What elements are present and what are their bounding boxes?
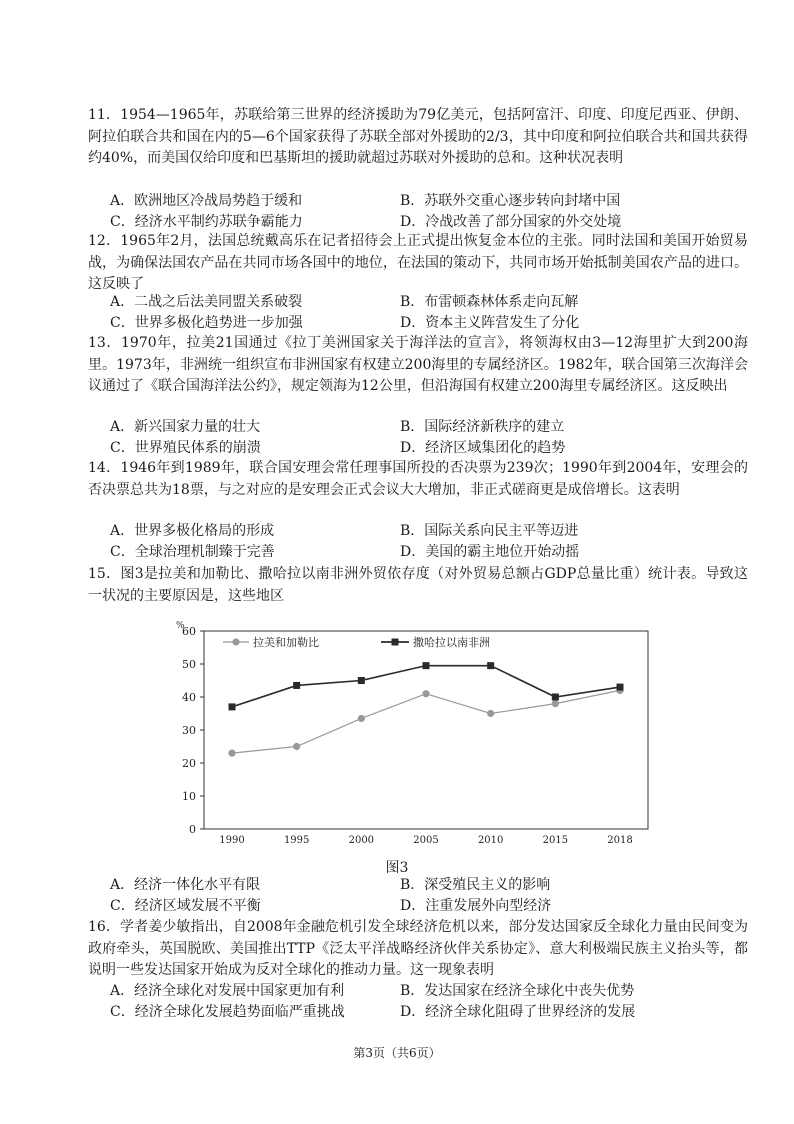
option-a: A．经济一体化水平有限 bbox=[110, 877, 261, 893]
option-d: D．美国的霸主地位开始动摇 bbox=[400, 544, 580, 560]
x-tick-label: 2015 bbox=[542, 835, 569, 846]
option-d: D．经济全球化阻碍了世界经济的发展 bbox=[400, 1004, 636, 1020]
option-d: D．注重发展外向型经济 bbox=[400, 898, 552, 914]
y-tick-label: 20 bbox=[182, 757, 196, 770]
series-1-point bbox=[228, 750, 235, 757]
series-1-point bbox=[358, 715, 365, 722]
series-2-point bbox=[487, 662, 494, 669]
question-14-options bbox=[110, 521, 750, 563]
series-2-point bbox=[358, 677, 365, 684]
question-11-stem: 11．1954—1965年，苏联给第三世界的经济援助为79亿美元，包括阿富汗、印度、印度尼西亚、伊朗、阿拉伯联合共和国在内的5—6个国家获得了苏联全部对外援助的2/3，其中印度和阿拉伯联合共和国共获得约40%，而美国仅给印度和巴基斯坦的援助就超过苏联对外援助的总和。这种状况表明 bbox=[88, 107, 748, 166]
option-b: B．发达国家在经济全球化中丧失优势 bbox=[400, 983, 635, 999]
figure-caption: 图3 bbox=[385, 860, 409, 876]
series-2-point bbox=[229, 703, 236, 710]
x-tick-label: 2018 bbox=[607, 835, 633, 846]
option-c: C．经济区域发展不平衡 bbox=[110, 898, 261, 914]
y-tick-label: 10 bbox=[182, 790, 196, 803]
option-d: D．经济区域集团化的趋势 bbox=[400, 440, 566, 456]
series-1-point bbox=[422, 690, 429, 697]
option-a: A．世界多极化格局的形成 bbox=[110, 523, 275, 539]
option-b: B．布雷顿森林体系走向瓦解 bbox=[400, 294, 579, 310]
trade-dependency-chart bbox=[168, 617, 664, 857]
option-c: C．全球治理机制臻于完善 bbox=[110, 544, 275, 560]
question-13-stem: 13．1970年，拉美21国通过《拉丁美洲国家关于海洋法的宣言》，将领海权由3—12海里扩大到200海里。1973年，非洲统一组织宣布非洲国家有权建立200海里的专属经济区。1982年，联合国第三次海洋会议通过了《联合国海洋法公约》，规定领海为12公里，但沿海国有权建立200海里专属经济区。这反映出 bbox=[88, 335, 748, 394]
question-15-stem: 15．图3是拉美和加勒比、撒哈拉以南非洲外贸依存度（对外贸易总额占GDP总量比重）统计表。导致这一状况的主要原因是，这些地区 bbox=[88, 566, 748, 604]
legend-label-2: 撒哈拉以南非洲 bbox=[413, 636, 490, 649]
x-tick-label: 2010 bbox=[477, 835, 504, 846]
y-tick-label: 0 bbox=[189, 823, 196, 836]
page-footer: 第3页（共6页） bbox=[353, 1046, 441, 1060]
option-b: B．国际经济新秩序的建立 bbox=[400, 419, 565, 435]
series-line-2 bbox=[232, 666, 620, 707]
question-16-options bbox=[110, 981, 750, 1023]
question-15-options bbox=[110, 875, 750, 917]
option-c: C．经济全球化发展趋势面临严重挑战 bbox=[110, 1004, 345, 1020]
series-2-point bbox=[293, 682, 300, 689]
x-tick-label: 2005 bbox=[413, 835, 439, 846]
option-d: D．资本主义阵营发生了分化 bbox=[400, 315, 580, 331]
option-b: B．国际关系向民主平等迈进 bbox=[400, 523, 579, 539]
question-14-stem: 14．1946年到1989年，联合国安理会常任理事国所投的否决票为239次；1990年到2004年，安理会的否决票总共为18票，与之对应的是安理会正式会议大大增加，非正式磋商更是成倍增长。这表明 bbox=[88, 460, 748, 498]
series-2-point bbox=[617, 684, 624, 691]
x-tick-label: 1995 bbox=[283, 835, 310, 846]
question-13-options bbox=[110, 417, 750, 459]
option-b: B．苏联外交重心逐步转向封堵中国 bbox=[400, 193, 621, 209]
x-tick-label: 1990 bbox=[219, 835, 245, 846]
y-unit-label: % bbox=[176, 621, 185, 631]
series-1-point bbox=[552, 700, 559, 707]
y-tick-label: 30 bbox=[182, 724, 196, 737]
option-d: D．冷战改善了部分国家的外交处境 bbox=[400, 214, 622, 230]
x-tick-label: 2000 bbox=[348, 835, 375, 846]
legend-marker-1 bbox=[232, 638, 239, 645]
option-c: C．经济水平制约苏联争霸能力 bbox=[110, 214, 303, 230]
question-11-options bbox=[110, 191, 750, 233]
option-a: A．欧洲地区冷战局势趋于缓和 bbox=[110, 193, 303, 209]
plot-frame bbox=[204, 631, 648, 829]
option-a: A．经济全球化对发展中国家更加有利 bbox=[110, 983, 345, 999]
legend-label-1: 拉美和加勒比 bbox=[253, 636, 319, 649]
series-line-1 bbox=[232, 690, 620, 753]
series-2-point bbox=[423, 662, 430, 669]
y-tick-label: 50 bbox=[182, 658, 196, 671]
option-c: C．世界殖民体系的崩溃 bbox=[110, 440, 261, 456]
option-c: C．世界多极化趋势进一步加强 bbox=[110, 315, 303, 331]
option-a: A．二战之后法美同盟关系破裂 bbox=[110, 294, 303, 310]
question-16-stem: 16．学者姜少敏指出，自2008年金融危机引发全球经济危机以来，部分发达国家反全球化力量由民间变为政府牵头，英国脱欧、美国推出TTP《泛太平洋战略经济伙伴关系协定》、意大利极端民族主义抬头等，都说明一些发达国家开始成为反对全球化的推动力量。这一现象表明 bbox=[88, 919, 748, 978]
option-b: B．深受殖民主义的影响 bbox=[400, 877, 551, 893]
series-1-point bbox=[487, 710, 494, 717]
series-1-point bbox=[293, 743, 300, 750]
y-tick-label: 60 bbox=[182, 625, 196, 638]
question-12-stem: 12．1965年2月，法国总统戴高乐在记者招待会上正式提出恢复金本位的主张。同时法国和美国开始贸易战，为确保法国农产品在共同市场各国中的地位，在法国的策动下，共同市场开始抵制美国农产品的进口。这反映了 bbox=[88, 233, 748, 292]
option-a: A．新兴国家力量的壮大 bbox=[110, 419, 261, 435]
y-tick-label: 40 bbox=[182, 691, 196, 704]
question-12-options bbox=[110, 292, 750, 334]
series-2-point bbox=[552, 694, 559, 701]
legend-marker-2 bbox=[392, 639, 399, 646]
